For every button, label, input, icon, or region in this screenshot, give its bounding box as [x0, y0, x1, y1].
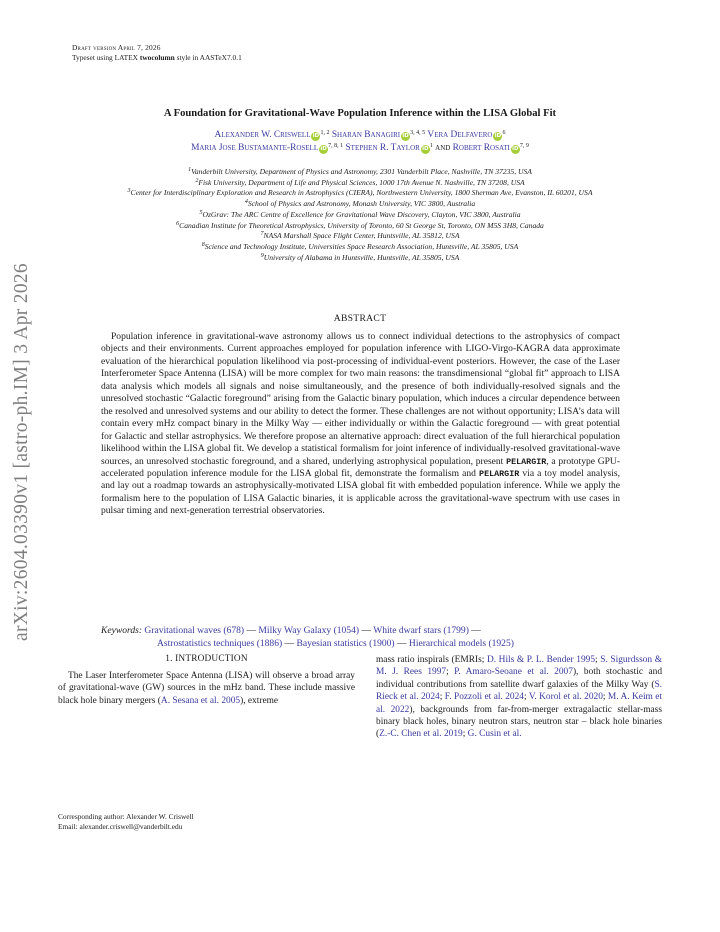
orcid-icon[interactable]: iD	[320, 146, 327, 152]
paper-title: A Foundation for Gravitational-Wave Population Inference within the LISA Global Fit	[163, 108, 557, 119]
author-bustamante-rosell[interactable]: Maria Jose Bustamante-Rosell	[191, 143, 319, 153]
code-pelargir: PELARGIR	[479, 468, 520, 479]
author-taylor[interactable]: Stephen R. Taylor	[345, 143, 420, 153]
citation-link[interactable]: A. Sesana et al. 2005	[160, 695, 241, 706]
keyword-link[interactable]: Hierarchical models (1925)	[408, 637, 514, 649]
orcid-icon[interactable]: iD	[494, 133, 502, 139]
draft-header	[72, 43, 242, 62]
affiliations	[60, 167, 660, 263]
citation-link[interactable]: P. Amaro-Seoane et al. 2007	[454, 667, 573, 678]
code-pelargir: PELARGIR	[506, 456, 547, 467]
keyword-link[interactable]: Gravitational waves (678)	[144, 625, 245, 636]
keywords-line-2: Astrostatistics techniques (1886) — Bayesian statistics (1900) — Hierarchical models (1925)	[157, 637, 514, 649]
abstract-body: Population inference in gravitational-wave astronomy allows us to connect individual detections to the astrophysics of compact objects and their environments. Current approaches employed for population inference with LIGO-Virgo-KAGRA data approximate evaluation of the hierarchical population likelihood via post-processing of individual-event posteriors. However, the case of the Laser Interferometer Space Antenna (LISA) will be more complex for two main reasons: the transdimensional “global fit” approach to LISA data analysis which models all signals and noise simultaneously, and the presence of both individually-resolved signals and the unresolved stochastic “Galactic foreground” arising from the Galactic binary population, which induces a circular dependence between the resolved and unresolved systems and our ability to detect the former. These challenges are not without opportunity; LISA’s data will contain every mHz compact binary in the Milky Way — either individually or within the Galactic foreground — with great potential for Galactic and stellar astrophysics. We therefore propose an alternative approach: direct evaluation of the full hierarchical population likelihood within the LISA global fit. We develop a statistical formalism for joint inference of individually-resolved gravitational-wave sources, an unresolved stochastic foreground, and a shared, underlying astrophysical population, present PELARGIR, a prototype GPU-accelerated population inference module for the LISA global fit, demonstrate the formalism and PELARGIR via a toy model analysis, and lay out a roadmap towards an astrophysically-motivated LISA global fit with embedded population inference. While we apply the formalism here to the population of LISA Galactic binaries, it is applicable across the gravitational-wave spectrum with use cases in pulsar timing and next-generation terrestrial observatories.	[101, 331, 621, 517]
citation-link[interactable]: G. Cusin et al.	[467, 729, 522, 740]
orcid-icon[interactable]: iD	[422, 146, 429, 152]
affiliation: $^1$Vanderbilt University, Department of Physics and Astronomy, 2301 Vanderbilt Place, Nashville, TN 37235, USA	[188, 167, 532, 176]
author-delfavero[interactable]: Vera Delfavero	[427, 130, 493, 140]
abstract-heading: ABSTRACT	[333, 313, 387, 324]
latex-logo: LATEX	[114, 52, 138, 62]
affiliation: $^3$Center for Interdisciplinary Exploration and Research in Astrophysics (CIERA), Northwestern University, 1800 Sherman Ave, Evanston, IL 60201, USA	[127, 188, 593, 198]
intro-column-left: The Laser Interferometer Space Antenna (LISA) will observe a broad array of gravitational-wave (GW) sources in the mHz band. These include massive black hole binary mergers (A. Sesana et al. 2005), extreme	[58, 671, 355, 706]
orcid-icon[interactable]: iD	[402, 133, 409, 139]
affiliation: $^6$Canadian Institute for Theoretical Astrophysics, University of Toronto, 60 St George St, Toronto, ON M5S 3H8, Canada	[176, 220, 544, 230]
author-list	[60, 129, 660, 155]
draft-version: Draft version April 7, 2026	[72, 43, 161, 52]
affiliation: $^4$School of Physics and Astronomy, Monash University, VIC 3800, Australia	[244, 199, 476, 209]
affiliation: $^5$OzGrav: The ARC Centre of Excellence for Gravitational Wave Discovery, Clayton, VIC 3800, Australia	[199, 209, 521, 219]
keywords	[101, 625, 620, 650]
author-line-2: Maria Jose Bustamante-Rosell iD$^{7, 8, 1}$ Stephen R. Taylor $iD^1$ and Robert Rosati iD$^{7, 9}$	[191, 143, 529, 153]
author-criswell[interactable]: Alexander W. Criswell	[214, 130, 311, 140]
corresponding-author-footnote	[58, 812, 355, 832]
arxiv-stamp: arXiv:2604.03390v1 [astro-ph.IM] 3 Apr 2026	[11, 263, 32, 641]
citation-link[interactable]: V. Korol et al. 2020	[528, 692, 603, 703]
keywords-label: Keywords:	[101, 625, 143, 636]
citation-link[interactable]: F. Pozzoli et al. 2024	[444, 692, 524, 703]
orcid-icon[interactable]: iD	[512, 146, 519, 152]
citation-link[interactable]: M. A. Keim et al. 2022	[376, 692, 663, 715]
citation-link[interactable]: S. Sigurdsson & M. J. Rees 1997	[376, 655, 663, 678]
keyword-link[interactable]: White dwarf stars (1799)	[373, 625, 469, 636]
author-line-1: Alexander W. Criswell iD$^{1, 2}$ Sharan Banagiri iD$^{3, 4, 5}$ Vera Delfavero $iD^6$	[214, 130, 506, 140]
intro-column-right: mass ratio inspirals (EMRIs; D. Hils & P. L. Bender 1995; S. Sigurdsson & M. J. Rees 1997; P. Amaro-Seoane et al. 2007), both stochastic and individual contributions from satellite dwarf galaxies of the Milky Way (S. Rieck et al. 2024; F. Pozzoli et al. 2024; V. Korol et al. 2020; M. A. Keim et al. 2022), backgrounds from far-from-merger extragalactic stellar-mass binary black holes, binary neutron stars, neutron star – black hole binaries (Z.-C. Chen et al. 2019; G. Cusin et al.	[376, 655, 663, 740]
typeset-line: Typeset using LATEX twocolumn style in AASTeX7.0.1	[72, 52, 242, 62]
keyword-link[interactable]: Astrostatistics techniques (1886)	[157, 637, 283, 649]
citation-link[interactable]: D. Hils & P. L. Bender 1995	[486, 655, 596, 665]
affiliation: $^9$University of Alabama in Huntsville, Huntsville, AL 35805, USA	[260, 252, 460, 262]
citation-link[interactable]: Z.-C. Chen et al. 2019	[379, 729, 463, 740]
author-banagiri[interactable]: Sharan Banagiri	[331, 130, 401, 140]
citation-link[interactable]: S. Rieck et al. 2024	[376, 679, 662, 703]
affiliation: $^7$NASA Marshall Space Flight Center, Huntsville, AL 35812, USA	[260, 231, 460, 241]
orcid-icon[interactable]: iD	[312, 133, 320, 139]
keyword-link[interactable]: Milky Way Galaxy (1054)	[258, 625, 360, 636]
section-heading-introduction: 1. INTRODUCTION	[165, 654, 248, 664]
authors-and: and	[435, 143, 451, 153]
author-email[interactable]: Email: alexander.criswell@vanderbilt.edu	[58, 821, 183, 831]
keyword-link[interactable]: Bayesian statistics (1900)	[296, 637, 395, 649]
corresponding-author: Corresponding author: Alexander W. Criswell	[58, 812, 194, 821]
author-rosati[interactable]: Robert Rosati	[452, 143, 510, 153]
affiliation: $^2$Fisk University, Department of Life and Physical Sciences, 1000 17th Avenue N. Nashville, TN 37208, USA	[195, 177, 525, 187]
affiliation: $^8$Science and Technology Institute, Universities Space Research Association, Huntsville, AL 35805, USA	[201, 241, 519, 251]
keywords-line-1: Keywords: Gravitational waves (678) — Milky Way Galaxy (1054) — White dwarf stars (1799) —	[101, 625, 481, 636]
